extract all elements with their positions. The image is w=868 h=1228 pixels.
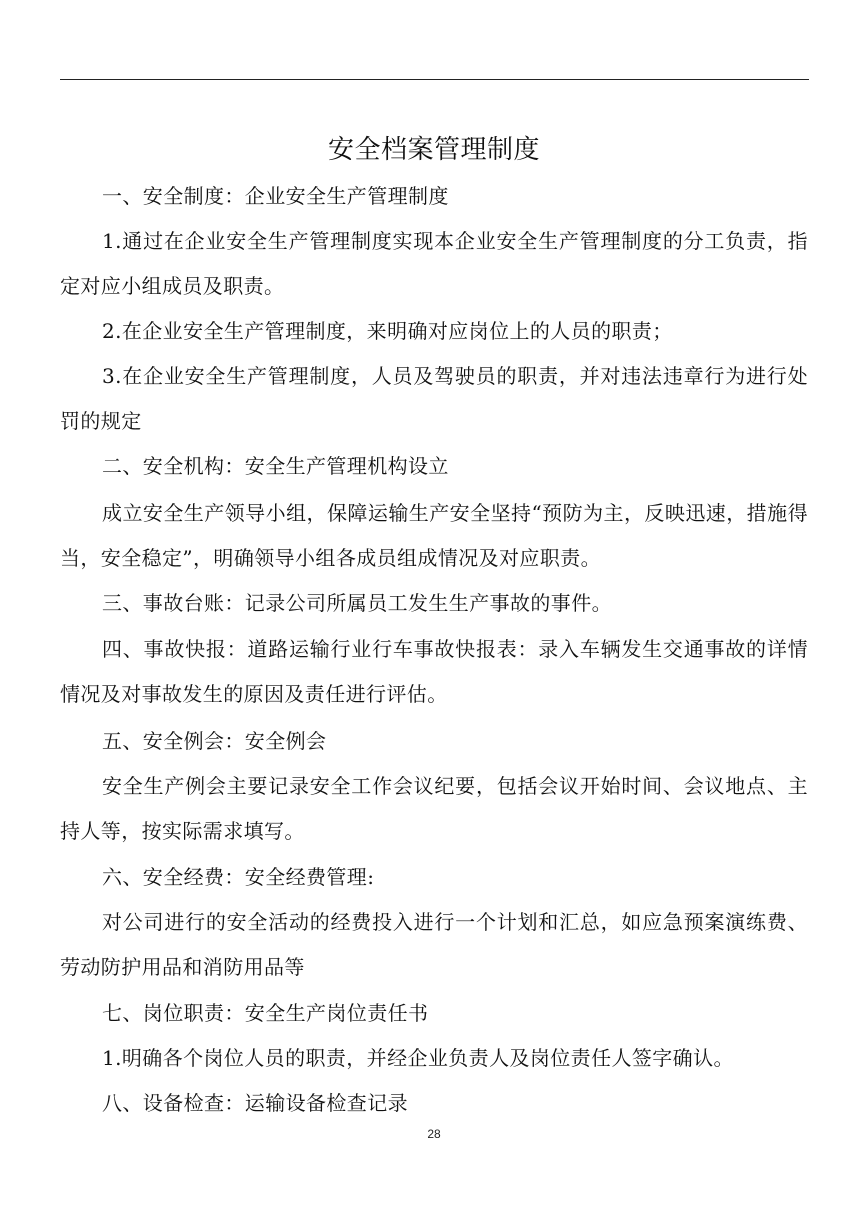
section-heading-7: 七、岗位职责：安全生产岗位责任书 — [102, 1001, 429, 1025]
paragraph-1-2: 2.在企业安全生产管理制度，来明确对应岗位上的人员的职责； — [102, 319, 673, 343]
section-heading-4: 四、事故快报：道路运输行业行车事故快报表：录入车辆发生交通事故的详情情况及对事故发生的原因及责任进行评估。 — [60, 637, 808, 706]
paragraph-5-1: 安全生产例会主要记录安全工作会议纪要，包括会议开始时间、会议地点、主持人等，按实际需求填写。 — [60, 774, 808, 843]
section-heading-1: 一、安全制度：企业安全生产管理制度 — [102, 184, 449, 208]
section-heading-8: 八、设备检查：运输设备检查记录 — [102, 1091, 408, 1115]
section-heading-3: 三、事故台账：记录公司所属员工发生生产事故的事件。 — [102, 591, 612, 615]
paragraph-2-1: 成立安全生产领导小组，保障运输生产安全坚持“预防为主，反映迅速，措施得当，安全稳定”，明确领导小组各成员组成情况及对应职责。 — [60, 501, 808, 570]
section-heading-2: 二、安全机构：安全生产管理机构设立 — [102, 454, 449, 478]
page-number: 28 — [427, 1127, 441, 1141]
section-heading-5: 五、安全例会：安全例会 — [102, 729, 327, 753]
paragraph-1-1: 1.通过在企业安全生产管理制度实现本企业安全生产管理制度的分工负责，指定对应小组成员及职责。 — [60, 229, 808, 298]
header-rule — [60, 79, 809, 80]
paragraph-1-3: 3.在企业安全生产管理制度，人员及驾驶员的职责，并对违法违章行为进行处罚的规定 — [60, 364, 808, 433]
document-title: 安全档案管理制度 — [327, 135, 540, 165]
paragraph-7-1: 1.明确各个岗位人员的职责，并经企业负责人及岗位责任人签字确认。 — [102, 1046, 734, 1070]
section-heading-6: 六、安全经费：安全经费管理: — [102, 865, 375, 889]
paragraph-6-1: 对公司进行的安全活动的经费投入进行一个计划和汇总，如应急预案演练费、劳动防护用品和消防用品等 — [60, 910, 808, 979]
